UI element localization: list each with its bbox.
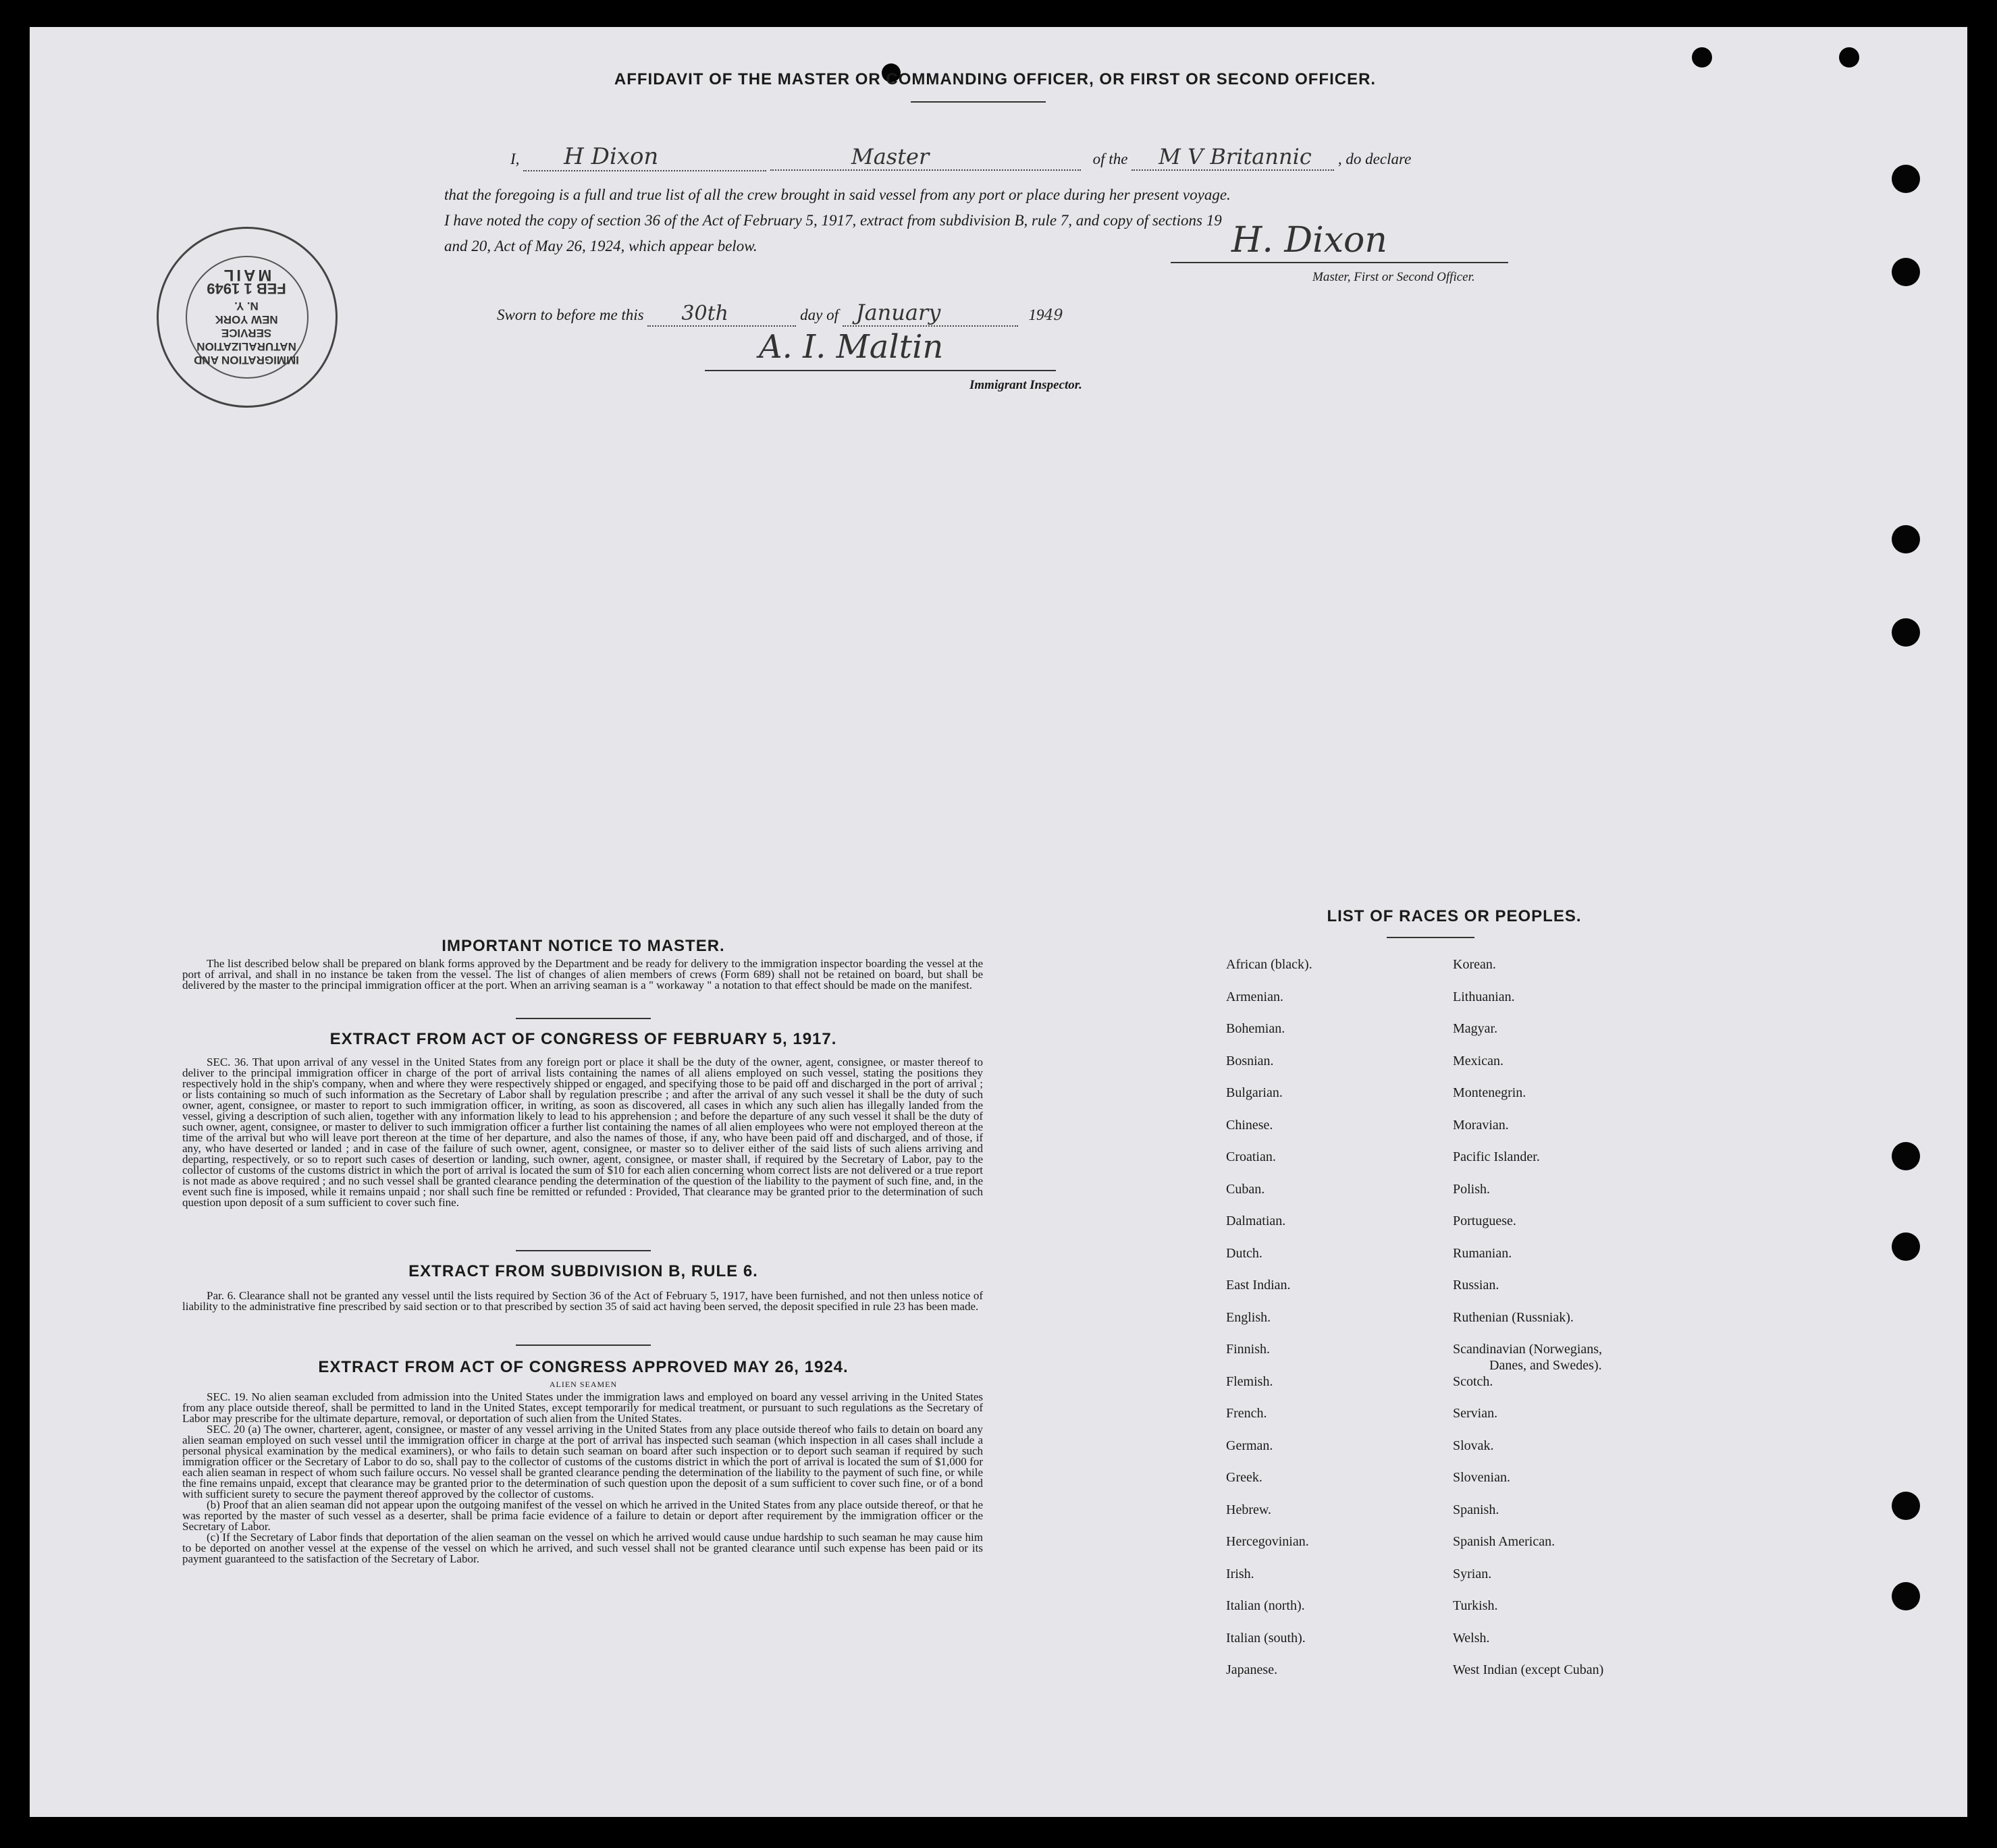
sworn-line [497,300,1307,327]
race-item: Magyar. [1453,1021,1498,1036]
sworn-month: January [843,300,1018,327]
race-item: Chinese. [1226,1118,1273,1133]
race-item: Finnish. [1226,1342,1271,1357]
race-item: Bohemian. [1226,1021,1285,1036]
binder-hole [1892,1582,1920,1610]
race-item: West Indian (except Cuban) [1453,1662,1604,1677]
sworn-day: 30th [647,302,796,327]
race-item: Scandinavian (Norwegians, [1453,1342,1603,1357]
extract-1924-body [182,1392,983,1565]
master-signature: H. Dixon [1231,220,1387,261]
race-item: Cuban. [1226,1182,1265,1197]
race-item: Croatian. [1226,1149,1276,1164]
race-item: German. [1226,1438,1273,1453]
extract-rule6-title: EXTRACT FROM SUBDIVISION B, RULE 6. [408,1262,758,1280]
race-item: Mexican. [1453,1054,1503,1068]
race-item: East Indian. [1226,1278,1291,1293]
binder-hole [1692,47,1712,67]
race-item: Pacific Islander. [1453,1149,1540,1164]
race-item: Russian. [1453,1278,1499,1293]
binder-hole [1892,1232,1920,1261]
extract-1917-title: EXTRACT FROM ACT OF CONGRESS OF FEBRUARY 5, 1917. [329,1030,837,1048]
race-item: Korean. [1453,957,1496,972]
binder-hole [1892,1492,1920,1520]
race-item: Moravian. [1453,1118,1509,1133]
extract-1924-title: EXTRACT FROM ACT OF CONGRESS APPROVED MAY 26, 1924. [318,1358,849,1376]
race-item: Hebrew. [1226,1502,1272,1517]
inspector-signature: A. I. Maltin [759,328,944,366]
divider [516,1344,651,1346]
stamp-line: SERVICE [221,327,272,339]
immigration-stamp [157,227,338,408]
race-item: Ruthenian (Russniak). [1453,1310,1574,1325]
year-prefix: 19 [1028,306,1044,323]
binder-hole [1892,165,1920,193]
race-item: Spanish. [1453,1502,1499,1517]
master-rank: Master [770,144,1081,171]
affidavit-line-2: that the foregoing is a full and true list of all the crew brought in said vessel from any port or place during her present voyage. [444,186,1231,203]
stamp-line: NEW YORK [215,313,278,326]
races-title: LIST OF RACES OR PEOPLES. [1327,907,1582,925]
race-item: Dutch. [1226,1246,1262,1261]
race-item: Servian. [1453,1406,1498,1421]
document-page [30,27,1967,1817]
sworn-year: 49 [1044,307,1063,324]
declaration-prefix: I, [510,151,520,167]
affidavit-line-3: I have noted the copy of section 36 of the Act of February 5, 1917, extract from subdivision B, rule 7, and copy of sections 19 [444,212,1222,229]
vessel-name: M V Britannic [1131,144,1334,171]
master-name: H Dixon [523,143,766,171]
race-item: Portuguese. [1453,1214,1516,1228]
race-item-continuation: Danes, and Swedes). [1489,1358,1602,1373]
stamp-mail: MAIL [221,266,272,284]
binder-hole [1892,258,1920,286]
race-item: Turkish. [1453,1598,1498,1613]
race-item: African (black). [1226,957,1312,972]
race-item: Hercegovinian. [1226,1534,1309,1549]
race-item: Bosnian. [1226,1054,1274,1068]
race-item: Polish. [1453,1182,1491,1197]
race-item: Greek. [1226,1470,1262,1485]
signature-caption: Master, First or Second Officer. [1312,270,1475,284]
affidavit-line-4: and 20, Act of May 26, 1924, which appear below. [444,238,757,254]
notice-body: The list described below shall be prepared on blank forms approved by the Department and be ready for delivery to the immigration inspector boarding the vessel at the port of arrival, and shall in no instance be taken from the vessel. The list of changes of alien members of crews (Form 689) shall not be retained on board, but shall be delivered by the master to the principal immigration officer at the port. When an arriving seaman is a " workaway " a notation to that effect should be made on the manifest. [182,957,983,991]
inspector-line [705,370,1056,371]
section-20a: SEC. 20 (a) The owner, charterer, agent, consignee, or master of any vessel arriving in the United States from any place outside thereof who fails to detain on board any alien seaman employed on such vessel until the immigration officer in charge at the port of arrival has inspected such seaman (which inspection in all cases shall include a personal physical examination by the medical examiners), or who fails to detain such seaman on board after such inspection or to deport such seaman if required by such immigration officer or the Secretary of Labor to do so, shall pay to the collector of customs of the customs district in which the port of arrival is located the sum of $1,000 for each alien seaman in respect of whom such failure occurs. No vessel shall be granted clearance pending the determination of the liability to the payment of such fine, or while the fine remains unpaid, except that clearance may be granted prior to the determination of such question upon the deposit of a sum sufficient to cover such fine, or of a bond with sufficient surety to secure the payment thereof approved by the collector of customs. [182,1423,983,1500]
race-item: Flemish. [1226,1374,1273,1389]
race-item: Bulgarian. [1226,1085,1283,1100]
extract-1924-subtitle: ALIEN SEAMEN [549,1380,618,1389]
race-item: Italian (north). [1226,1598,1305,1613]
affidavit-line-1 [510,143,1564,171]
races-title-underline [1387,937,1474,938]
race-item: English. [1226,1310,1271,1325]
stamp-line: IMMIGRATION AND [194,354,299,366]
race-item: Montenegrin. [1453,1085,1526,1100]
binder-hole [1839,47,1859,67]
extract-1917-body: SEC. 36. That upon arrival of any vessel in the United States from any foreign port or place it shall be the duty of the owner, agent, consignee, or master thereof to deliver to the principal immigration officer in charge of the port of arrival lists containing the names of all aliens employed on such vessel, stating the positions they respectively hold in the ship's company, when and where they were respectively shipped or engaged, and specifying those to be paid off and discharged in the port of arrival ; or lists containing so much of such information as the Secretary of Labor shall by regulation prescribe ; and after the arrival of any such vessel it shall be the duty of such owner, agent, consignee, or master to report to such immigration officer, in writing, as soon as discovered, all cases in which any such alien has illegally landed from the vessel, giving a description of such alien, together with any information likely to lead to his apprehension ; and before the departure of any such vessel it shall be the duty of such owner, agent, consignee, or master to deliver to such immigration officer a further list containing the names of all alien employees who were not employed thereon at the time of the arrival but who will leave port thereon at the time of her departure, and also the names of those, if any, who have been paid off and discharged, and of those, if any, who have deserted or landed ; and in case of the failure of such owner, agent, consignee, or master so to deliver either of the said lists of such aliens arriving and departing, respectively, or so to report such cases of desertion or landing, such owner, agent, consignee, or master shall, if required by the Secretary of Labor, pay to the collector of customs of the customs district in which the port of arrival is located the sum of $10 for each alien concerning whom correct lists are not delivered or a true report is not made as above required ; and no such vessel shall be granted clearance pending the determination of the question of the liability to the payment of such fine, and, in the event such fine is imposed, while it remains unpaid ; nor shall such fine be remitted or refunded : Provided, That clearance may be granted prior to the determination of such question upon deposit of a sum sufficient to cover such fine. [182,1056,983,1209]
race-item: Spanish American. [1453,1534,1555,1549]
race-item: Syrian. [1453,1567,1492,1581]
race-item: Scotch. [1453,1374,1493,1389]
binder-hole [1892,1142,1920,1170]
section-20b: (b) Proof that an alien seaman did not appear upon the outgoing manifest of the vessel on which he arrived in the United States from any place outside thereof, or that he was reported by the master of such vessel as a deserter, shall be prima facie evidence of a failure to detain or deport after requirement by the immigration officer or the Secretary of Labor. [182,1498,983,1533]
race-item: Irish. [1226,1567,1254,1581]
day-of-label: day of [800,306,838,323]
race-item: Italian (south). [1226,1631,1306,1646]
stamp-line: NATURALIZATION [196,340,296,353]
notice-title: IMPORTANT NOTICE TO MASTER. [442,937,725,955]
race-item: Dalmatian. [1226,1214,1286,1228]
affidavit-title: AFFIDAVIT OF THE MASTER OR COMMANDING OFFICER, OR FIRST OR SECOND OFFICER. [614,70,1377,88]
signature-line [1171,262,1508,263]
race-item: Slovenian. [1453,1470,1510,1485]
divider [516,1250,651,1251]
section-20c: (c) If the Secretary of Labor finds that deportation of the alien seaman on the vessel on which he arrived would cause undue hardship to such seaman he may cause him to be deported on another vessel at the expense of the vessel on which he arrived, and such vessel shall not be granted clearance until such expense has been paid or its payment guaranteed to the satisfaction of the Secretary of Labor. [182,1531,983,1565]
race-item: Slovak. [1453,1438,1494,1453]
race-item: Japanese. [1226,1662,1278,1677]
race-item: Armenian. [1226,989,1283,1004]
stamp-text [179,268,314,366]
binder-hole [1892,618,1920,647]
of-the-label: of the [1092,151,1128,167]
race-item: French. [1226,1406,1267,1421]
declare-suffix: , do declare [1337,151,1412,167]
extract-rule6-body: Par. 6. Clearance shall not be granted any vessel until the lists required by Section 36 of the Act of February 5, 1917, have been furnished, and not then unless notice of liability to the administrative fine prescribed by said section or to that prescribed by section 35 of said act having been served, the deposit specified in rule 23 has been made. [182,1289,983,1313]
binder-hole [1892,525,1920,553]
title-underline [911,101,1046,103]
race-item: Welsh. [1453,1631,1490,1646]
section-19: SEC. 19. No alien seaman excluded from admission into the United States under the immigration laws and employed on board any vessel arriving in the United States from any place outside thereof, shall be permitted to land in the United States, except temporarily for medical treatment, or pursuant to such regulations as the Secretary of Labor may prescribe for the ultimate departure, removal, or deportation of such alien from the United States. [182,1390,983,1425]
race-item: Lithuanian. [1453,989,1515,1004]
divider [516,1018,651,1019]
inspector-caption: Immigrant Inspector. [969,378,1082,392]
stamp-line: N. Y. [234,300,259,312]
stamp-date: FEB 1 1949 [207,280,286,297]
race-item: Rumanian. [1453,1246,1512,1261]
sworn-prefix: Sworn to before me this [497,306,644,323]
